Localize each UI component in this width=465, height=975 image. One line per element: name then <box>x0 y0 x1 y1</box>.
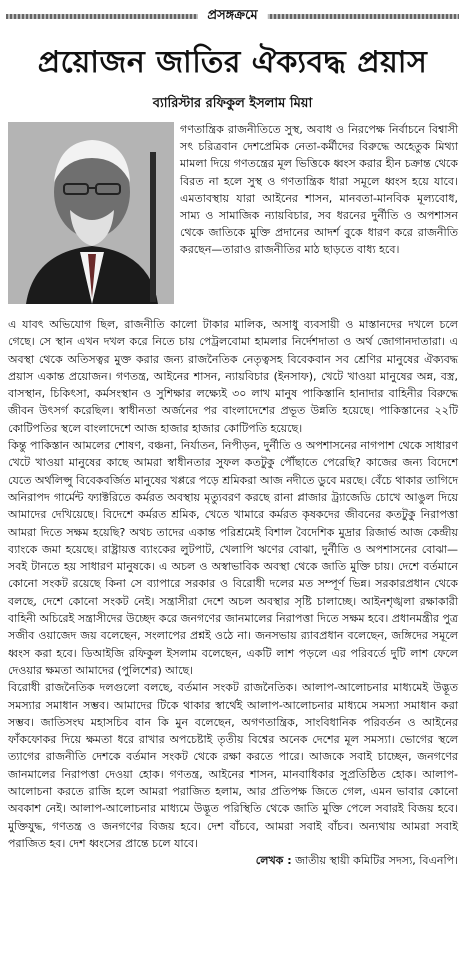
article-body <box>8 316 458 870</box>
section-label: প্রসঙ্গক্রমে <box>197 6 267 26</box>
section-header <box>6 6 459 26</box>
signoff <box>8 852 458 869</box>
paragraph: বিরোধী রাজনৈতিক দলগুলো বলছে, বর্তমান সংকট রাজনৈতিক। আলাপ-আলোচনার মাধ্যমেই উদ্ভূত সমস্যার সমাধান সম্ভব। আমাদের টিকে থাকার স্বার্থেই আলাপ-আলোচনার মাধ্যমে সমস্যা সমাধান করা সম্ভব। জাতিসংঘ মহাসচিব বান কি মুন বলেছেন, অগণতান্ত্রিক, সাংবিধানিক পরিবর্তন ও আইনের ফাঁকফোকর দিয়ে ক্ষমতা ধরে রাখার অপচেষ্টাই তৃতীয় বিশ্বের অনেক দেশের মূল সমস্যা। ভোগের স্থলে ত্যাগের রাজনীতি দেশকে বর্তমান সংকট থেকে রক্ষা করতে পারে। আজকে সবাই চাচ্ছেন, জনগণের জানমালের নিরাপত্তা দেওয়া হোক। গণতন্ত্র, আইনের শাসন, মানবাধিকার সুপ্রতিষ্ঠিত হোক। আলাপ-আলোচনা করতে রাজি হলে আমরা পরাজিত হলাম, আর প্রতিপক্ষ জিতে গেল, এমন ভাবার কোনো অবকাশ নেই। আলাপ-আলোচনার মাধ্যমে উদ্ভূত পরিস্থিতি থেকে জাতি মুক্তি পেলে সবারই বিজয় হবে। মুক্তিযুদ্ধ, গণতন্ত্র ও জনগণের বিজয় হবে। দেশ বাঁচবে, আমরা সবাই বাঁচব। অন্যথায় আমরা সবাই পরাজিত হব। দেশ ধ্বংসের প্রান্তে চলে যাবে। <box>8 681 458 850</box>
byline: ব্যারিস্টার রফিকুল ইসলাম মিয়া <box>152 96 313 111</box>
paragraph: এ যাবৎ অভিযোগ ছিল, রাজনীতি কালো টাকার মালিক, অসাধু ব্যবসায়ী ও মাস্তানদের দখলে চলে গেছে। সে স্থান এখন দখল করে নিতে চায় পেট্রলবোমা হামলার নির্দেশদাতা ও অর্থ জোগানদাতারা। এ অবস্থা থেকে অতিসত্বর মুক্ত করার জন্য রাজনৈতিক নেতৃত্বসহ বিবেকবান সব শ্রেণির মানুষের ঐক্যবদ্ধ প্রয়াস একান্ত প্রয়োজন। গণতন্ত্র, আইনের শাসন, ন্যায়বিচার (ইনসাফ), খেটে খাওয়া মানুষের অন্ন, বস্ত্র, বাসস্থান, চিকিৎসা, কর্মসংস্থান ও সুশিক্ষার লক্ষ্যেই ৩০ লাখ মানুষ পাকিস্তানি হানাদার বাহিনীর বিরুদ্ধে জীবন উৎসর্গ করেছিল। স্বাধীনতা অর্জনের পর বাংলাদেশের প্রভূত উন্নতি হয়েছে। পাকিস্তানের ২২টি কোটিপতির স্থলে বাংলাদেশে আজ হাজার হাজার কোটিপতি হয়েছে। <box>8 318 458 435</box>
paragraph: কিন্তু পাকিস্তান আমলের শোষণ, বঞ্চনা, নির্যাতন, নিপীড়ন, দুর্নীতি ও অপশাসনের নাগপাশ থেকে সাধারণ খেটে খাওয়া মানুষের কাছে আমরা স্বাধীনতার সুফল কতটুকু পৌঁছাতে পেরেছি? কাজের জন্য বিদেশে যেতে অর্থলিপ্সু বিবেকবর্জিত মানুষের খপ্পরে পড়ে শ্রমিকরা আজ নদীতে ডুবে মরছে। বেঁচে থাকার তাগিদে অনিরাপদ গার্মেন্ট ফ্যাক্টরিতে কর্মরত অবস্থায় মৃত্যুবরণ করছে রানা প্লাজার ট্র্যাজেডি চোখে আঙুল দিয়ে আমাদের দেখিয়েছে। বিদেশে কর্মরত শ্রমিক, খেতে খামারে কর্মরত কৃষকদের জীবনের কতটুকু নিরাপত্তা আমরা দিতে সক্ষম হয়েছি? অথচ তাদের একান্ত পরিশ্রমেই বিশাল বৈদেশিক মুদ্রার রিজার্ভ আজ কেন্দ্রীয় ব্যাংকে জমা হয়েছে। রাষ্ট্রায়ত্ত ব্যাংকের লুটপাট, খেলাপি ঋণের বোঝা, দুর্নীতি ও অপশাসনের বোঝা— সবই টানতে হয় সাধারণ মানুষকে। এ অচল ও অস্বাভাবিক অবস্থা থেকে জাতি মুক্তি চায়। দেশে বর্তমানে কোনো সংকট রয়েছে কিনা সে ব্যাপারে সরকার ও বিরোধী দলের মত সম্পূর্ণ ভিন্ন। সরকারপ্রধান থেকে বলছে, দেশে কোনো সংকট নেই। সন্ত্রাসীরা দেশে অচল অবস্থার সৃষ্টি চালাচ্ছে। আইনশৃঙ্খলা রক্ষাকারী বাহিনী অচিরেই সন্ত্রাসীদের উচ্ছেদ করে জনগণের জানমালের নিরাপত্তা দিতে সক্ষম হবে। প্রধানমন্ত্রীর পুত্র সজীব ওয়াজেদ জয় বলেছেন, সংলাপের প্রশ্নই ওঠে না। জনসভায় র‌্যাবপ্রধান বলেছেন, জঙ্গিদের সমূলে ধ্বংস করা হবে। ডিআইজি রফিকুল ইসলাম বলেছেন, একটি লাশ পড়লে এর পরিবর্তে দুটি লাশ ফেলে দেওয়ার ক্ষমতা আমাদের (পুলিশের) আছে। <box>8 439 458 677</box>
headline: প্রয়োজন জাতির ঐক্যবদ্ধ প্রয়াস <box>37 45 428 80</box>
writer-credit <box>256 852 458 869</box>
paragraph-intro: গণতান্ত্রিক রাজনীতিতে সুস্থ, অবাধ ও নিরপেক্ষ নির্বাচনে বিশ্বাসী সৎ চরিত্রবান দেশপ্রেমিক নেতা-কর্মীদের বিরুদ্ধে অহেতুক মিথ্যা মামলা দিয়ে গণতন্ত্রের মূল ভিত্তিকে ধ্বংস করার হীন চক্রান্ত থেকে বিরত না হলে সুস্থ ও গণতান্ত্রিক ধারা সমূলে ধ্বংস হয়ে যাবে। এমতাবস্থায় যারা আইনের শাসন, মানবতা-মানবিক মূল্যবোধ, সাম্য ও সামাজিক ন্যায়বিচার, সব ধরনের দুর্নীতি ও অপশাসন থেকে জাতিকে মুক্তি প্রদানের আদর্শ বুকে ধারণ করে রাজনীতি করছেন—তারাও রাজনীতির মাঠ ছাড়তে বাধ্য হবে। <box>180 123 458 257</box>
writer-label: লেখক : <box>255 854 292 868</box>
author-photo <box>8 122 174 304</box>
writer-designation: জাতীয় স্থায়ী কমিটির সদস্য, বিএনপি। <box>295 854 458 868</box>
